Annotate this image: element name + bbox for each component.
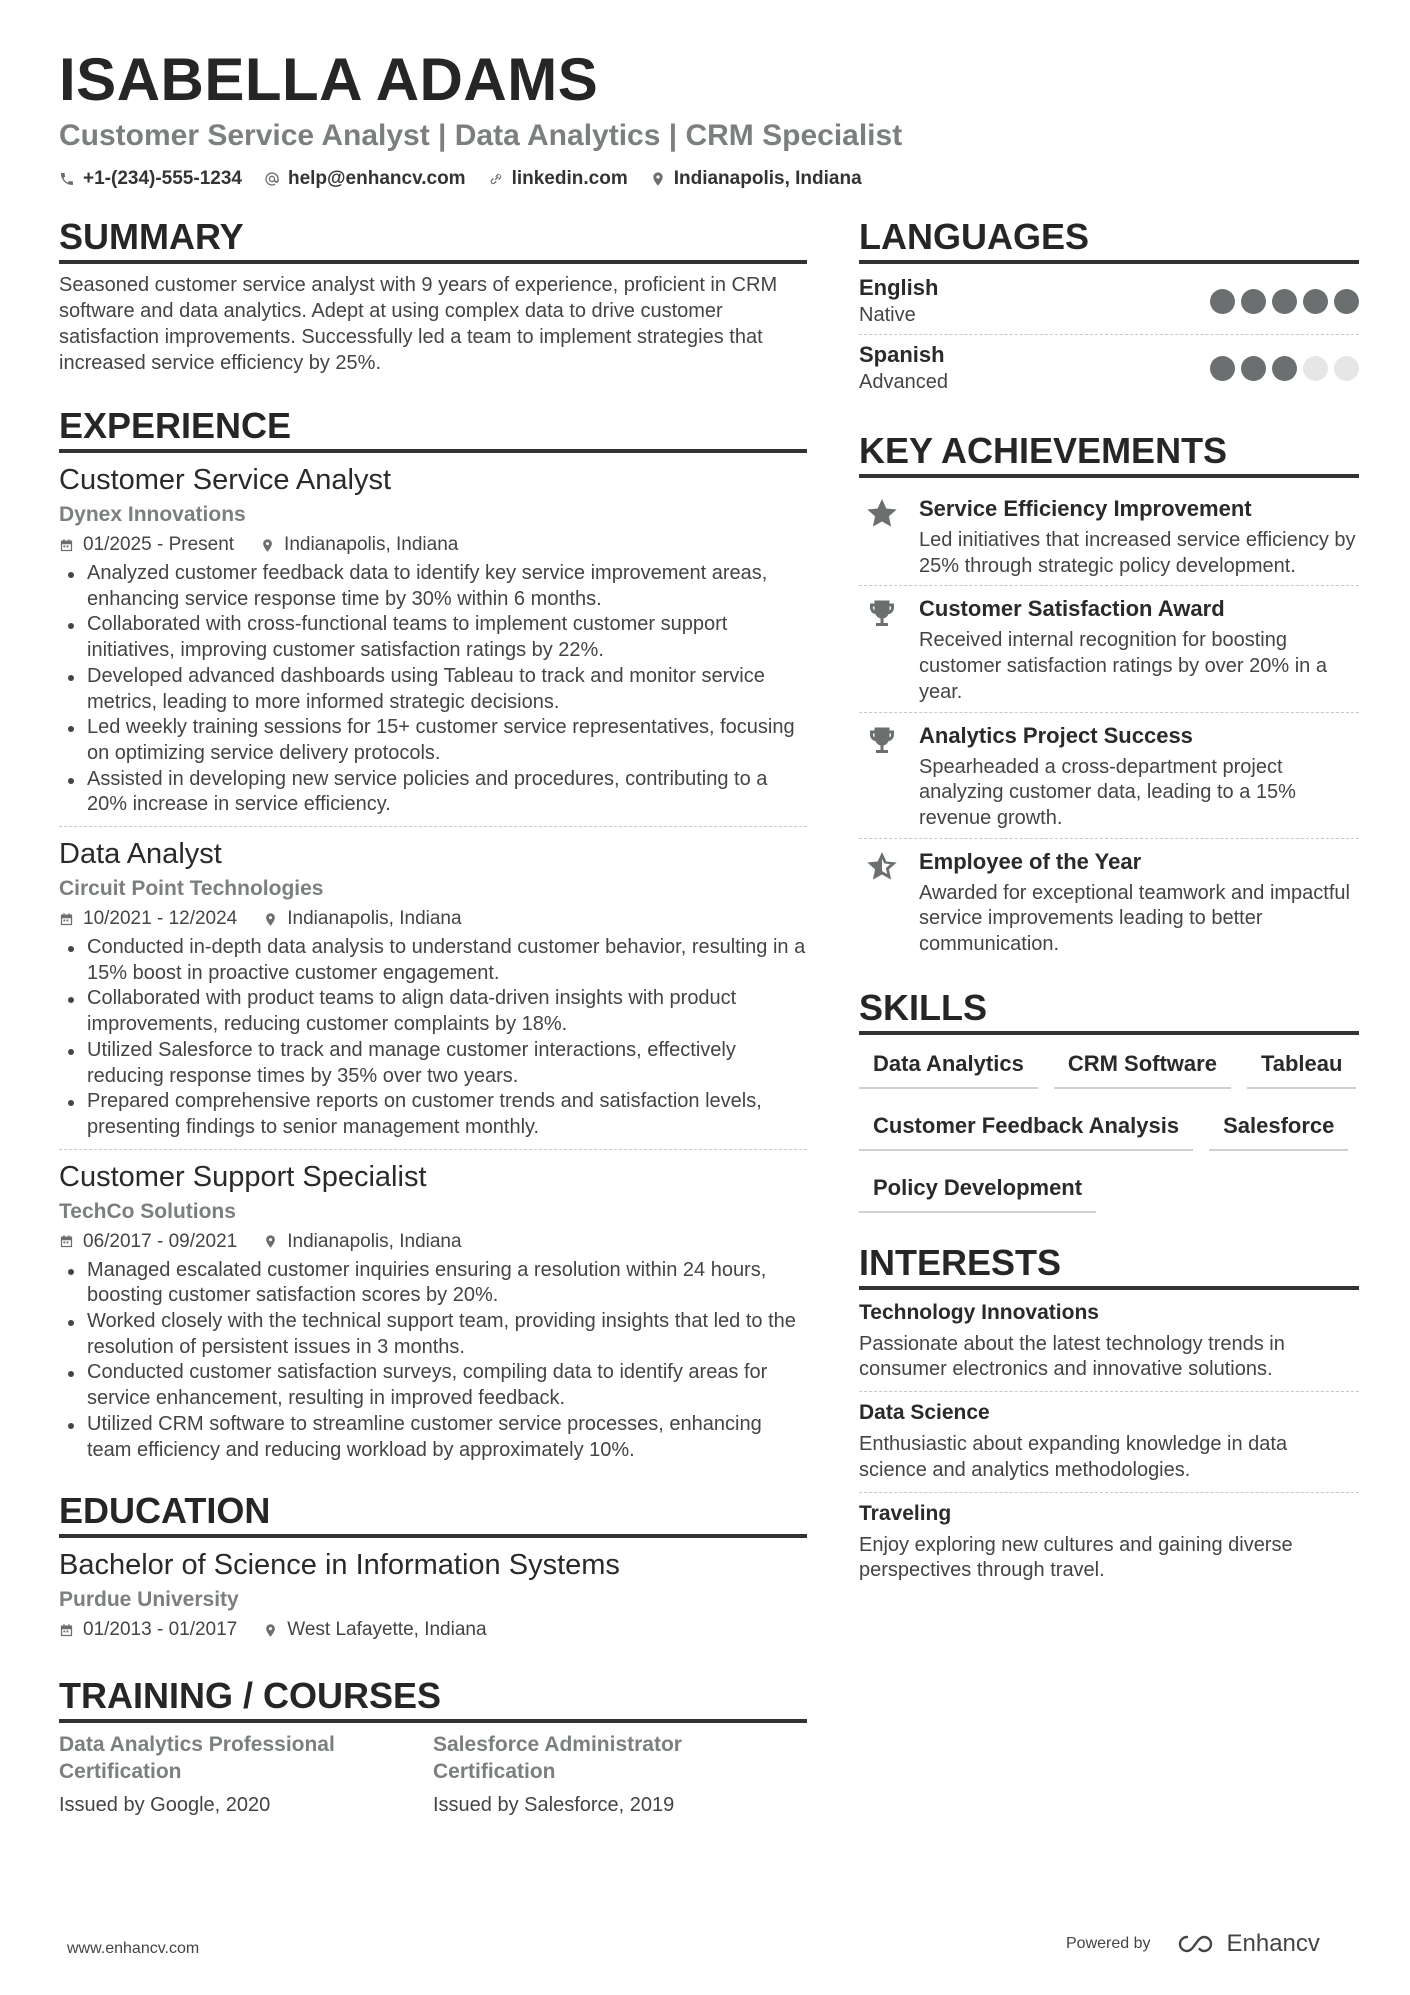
course-item (433, 1731, 807, 1819)
training-section (59, 1674, 807, 1819)
link-icon (488, 171, 504, 187)
candidate-name: ISABELLA ADAMS (59, 46, 599, 113)
calendar-icon (59, 1623, 74, 1638)
achievement-item (859, 486, 1359, 585)
achievement-desc: Spearheaded a cross-department project analyzing customer data, leading to a 15% revenue growth. (919, 755, 1296, 829)
left-column (59, 215, 807, 1819)
rating-dot-filled (1303, 289, 1328, 314)
skill-tag: Tableau (1247, 1043, 1357, 1089)
linkedin-text: linkedin.com (511, 168, 628, 189)
job-dates-text: 10/2021 - 12/2024 (83, 908, 238, 930)
contact-bar (59, 168, 1359, 190)
contact-email[interactable] (264, 168, 466, 190)
star-outline-icon (864, 849, 900, 885)
list-item: Analyzed customer feedback data to identify key service improvement areas, enhancing service response time by 30% within 6 months. (59, 561, 807, 612)
education-heading: EDUCATION (59, 1489, 807, 1538)
interest-item (859, 1298, 1359, 1391)
job-location (263, 905, 461, 933)
list-item: Worked closely with the technical support team, providing insights that led to the resolution of persistent issues in 3 months. (59, 1309, 807, 1360)
list-item: Utilized CRM software to streamline customer service processes, enhancing team efficiency and reducing workload by approximately 10%. (59, 1412, 807, 1463)
achievement-item (859, 838, 1359, 964)
job-dates-text: 01/2025 - Present (83, 534, 235, 555)
job-dates (59, 905, 237, 933)
calendar-icon (59, 912, 74, 927)
job-meta (59, 1228, 807, 1256)
interest-item (859, 1492, 1359, 1592)
contact-phone[interactable] (59, 168, 242, 190)
summary-heading: SUMMARY (59, 215, 807, 264)
skill-tag: Salesforce (1209, 1105, 1348, 1151)
rating-dot-filled (1210, 289, 1235, 314)
skills-heading: SKILLS (859, 986, 1359, 1035)
language-name: Spanish (859, 342, 945, 367)
course-item (59, 1731, 433, 1819)
job-entry (59, 461, 807, 824)
school-name: Purdue University (59, 1588, 239, 1612)
map-pin-icon (263, 1234, 278, 1249)
language-level: Native (859, 304, 916, 326)
list-item: Assisted in developing new service policies and procedures, contributing to a 20% increase in service efficiency. (59, 767, 807, 818)
job-location-text: Indianapolis, Indiana (284, 534, 459, 555)
job-location-text: Indianapolis, Indiana (287, 1230, 462, 1252)
job-meta (59, 905, 807, 933)
brand-logo[interactable] (1177, 1930, 1320, 1958)
education-location (263, 1616, 486, 1644)
summary-text: Seasoned customer service analyst with 9 years of experience, proficient in CRM software and data analytics. Adept at using complex data to drive customer satisfaction improvements. Successfully led a team to implement strategies that increased service efficiency by 25%. (59, 274, 778, 374)
powered-by-text: Powered by (1066, 1935, 1151, 1952)
job-entry (59, 826, 807, 1147)
list-item: Conducted in-depth data analysis to understand customer behavior, resulting in a 15% boost in proactive customer engagement. (59, 935, 807, 986)
language-name: English (859, 275, 939, 300)
skill-tag: CRM Software (1054, 1043, 1231, 1089)
map-pin-icon (260, 538, 275, 553)
brand-name: Enhancv (1226, 1930, 1320, 1957)
list-item: Developed advanced dashboards using Tableau to track and monitor service metrics, leading to more informed strategic decisions. (59, 664, 807, 715)
skill-tag: Data Analytics (859, 1043, 1038, 1089)
rating-dot-empty (1303, 356, 1328, 381)
rating-dot-filled (1210, 356, 1235, 381)
achievements-section (859, 429, 1359, 964)
enhancv-logo-icon (1177, 1933, 1219, 1955)
achievement-title: Analytics Project Success (919, 722, 1193, 748)
language-item (859, 272, 1359, 334)
education-meta (59, 1616, 807, 1644)
job-meta (59, 531, 807, 559)
interest-title: Traveling (859, 1501, 952, 1525)
achievement-desc: Awarded for exceptional teamwork and impactful service improvements leading to better communication. (919, 881, 1350, 956)
education-dates-text: 01/2013 - 01/2017 (83, 1619, 238, 1641)
resume-header (59, 44, 1359, 190)
interest-desc: Enjoy exploring new cultures and gaining diverse perspectives through travel. (859, 1533, 1293, 1582)
skill-list (859, 1043, 1359, 1213)
job-title: Data Analyst (59, 838, 222, 871)
email-text: help@enhancv.com (287, 168, 466, 189)
interest-desc: Passionate about the latest technology trends in consumer electronics and innovative solutions. (859, 1332, 1285, 1381)
map-pin-icon (263, 1623, 278, 1638)
experience-section (59, 404, 807, 1469)
job-location (263, 1228, 461, 1256)
contact-linkedin[interactable] (488, 168, 628, 190)
company-name: TechCo Solutions (59, 1199, 236, 1223)
company-name: Dynex Innovations (59, 503, 246, 526)
achievement-title: Service Efficiency Improvement (919, 496, 1252, 521)
list-item: Collaborated with product teams to align data-driven insights with product improvements, reducing customer complaints by 18%. (59, 986, 807, 1037)
phone-icon (59, 171, 75, 187)
training-heading: TRAINING / COURSES (59, 1674, 807, 1723)
map-pin-icon (650, 171, 666, 187)
job-bullets (59, 1258, 807, 1464)
trophy-icon (864, 596, 900, 632)
course-issuer: Issued by Salesforce, 2019 (433, 1794, 675, 1817)
summary-section (59, 215, 807, 376)
skill-tag: Policy Development (859, 1167, 1096, 1213)
rating-dot-filled (1241, 289, 1266, 314)
rating-dot-filled (1241, 356, 1266, 381)
contact-location (650, 168, 862, 190)
education-section (59, 1489, 807, 1644)
skill-tag: Customer Feedback Analysis (859, 1105, 1193, 1151)
achievement-desc: Led initiatives that increased service efficiency by 25% through strategic policy development. (919, 529, 1356, 577)
list-item: Managed escalated customer inquiries ensuring a resolution within 24 hours, boosting customer satisfaction scores by 20%. (59, 1258, 807, 1309)
language-rating (1210, 289, 1359, 314)
calendar-icon (59, 538, 74, 553)
interest-title: Technology Innovations (859, 1300, 1099, 1324)
list-item: Conducted customer satisfaction surveys, compiling data to identify areas for service enhancement, resulting in improved feedback. (59, 1360, 807, 1411)
job-location (260, 531, 458, 559)
languages-heading: LANGUAGES (859, 215, 1359, 264)
course-issuer: Issued by Google, 2020 (59, 1794, 271, 1817)
right-column (859, 215, 1359, 1592)
achievement-item (859, 712, 1359, 838)
job-dates (59, 531, 234, 559)
company-name: Circuit Point Technologies (59, 877, 324, 901)
at-icon (264, 171, 280, 187)
location-text: Indianapolis, Indiana (673, 168, 862, 189)
experience-heading: EXPERIENCE (59, 404, 807, 453)
rating-dot-empty (1334, 356, 1359, 381)
language-item (859, 334, 1359, 401)
degree-title: Bachelor of Science in Information Systems (59, 1549, 620, 1582)
job-title: Customer Service Analyst (59, 464, 392, 496)
phone-text: +1-(234)-555-1234 (83, 168, 242, 189)
skills-section (859, 986, 1359, 1213)
achievement-title: Customer Satisfaction Award (919, 596, 1225, 622)
language-level: Advanced (859, 371, 948, 393)
rating-dot-filled (1334, 289, 1359, 314)
job-dates (59, 1228, 237, 1256)
education-location-text: West Lafayette, Indiana (287, 1619, 487, 1641)
rating-dot-filled (1272, 289, 1297, 314)
languages-section (859, 215, 1359, 401)
list-item: Collaborated with cross-functional teams to implement customer support initiatives, improving customer satisfaction ratings by 22%. (59, 612, 807, 663)
list-item: Prepared comprehensive reports on customer trends and satisfaction levels, presenting findings to senior management monthly. (59, 1089, 807, 1140)
job-bullets (59, 561, 807, 818)
footer-website[interactable]: www.enhancv.com (67, 1940, 200, 1957)
achievements-heading: KEY ACHIEVEMENTS (859, 429, 1359, 478)
job-entry (59, 1149, 807, 1470)
achievement-desc: Received internal recognition for boosting customer satisfaction ratings by over 20% in a year. (919, 629, 1327, 703)
interest-desc: Enthusiastic about expanding knowledge in data science and analytics methodologies. (859, 1433, 1288, 1481)
job-dates-text: 06/2017 - 09/2021 (83, 1230, 238, 1252)
interest-item (859, 1391, 1359, 1491)
course-name: Salesforce Administrator Certification (433, 1733, 682, 1784)
map-pin-icon (263, 912, 278, 927)
interest-title: Data Science (859, 1401, 990, 1425)
job-bullets (59, 935, 807, 1141)
achievement-title: Employee of the Year (919, 848, 1142, 874)
list-item: Utilized Salesforce to track and manage customer interactions, effectively reducing response times by 35% over two years. (59, 1038, 807, 1089)
interests-heading: INTERESTS (859, 1241, 1359, 1290)
interests-section (859, 1241, 1359, 1592)
job-location-text: Indianapolis, Indiana (287, 908, 462, 930)
candidate-title: Customer Service Analyst | Data Analytics | CRM Specialist (59, 119, 903, 152)
rating-dot-filled (1272, 356, 1297, 381)
job-title: Customer Support Specialist (59, 1160, 427, 1193)
footer-branding (1066, 1930, 1320, 1958)
education-dates (59, 1616, 237, 1644)
course-list (59, 1731, 807, 1819)
list-item: Led weekly training sessions for 15+ customer service representatives, focusing on optimizing service delivery protocols. (59, 715, 807, 766)
course-name: Data Analytics Professional Certification (59, 1733, 335, 1784)
trophy-icon (864, 723, 900, 759)
language-rating (1210, 356, 1359, 381)
achievement-item (859, 585, 1359, 711)
calendar-icon (59, 1234, 74, 1249)
star-icon (864, 496, 900, 532)
